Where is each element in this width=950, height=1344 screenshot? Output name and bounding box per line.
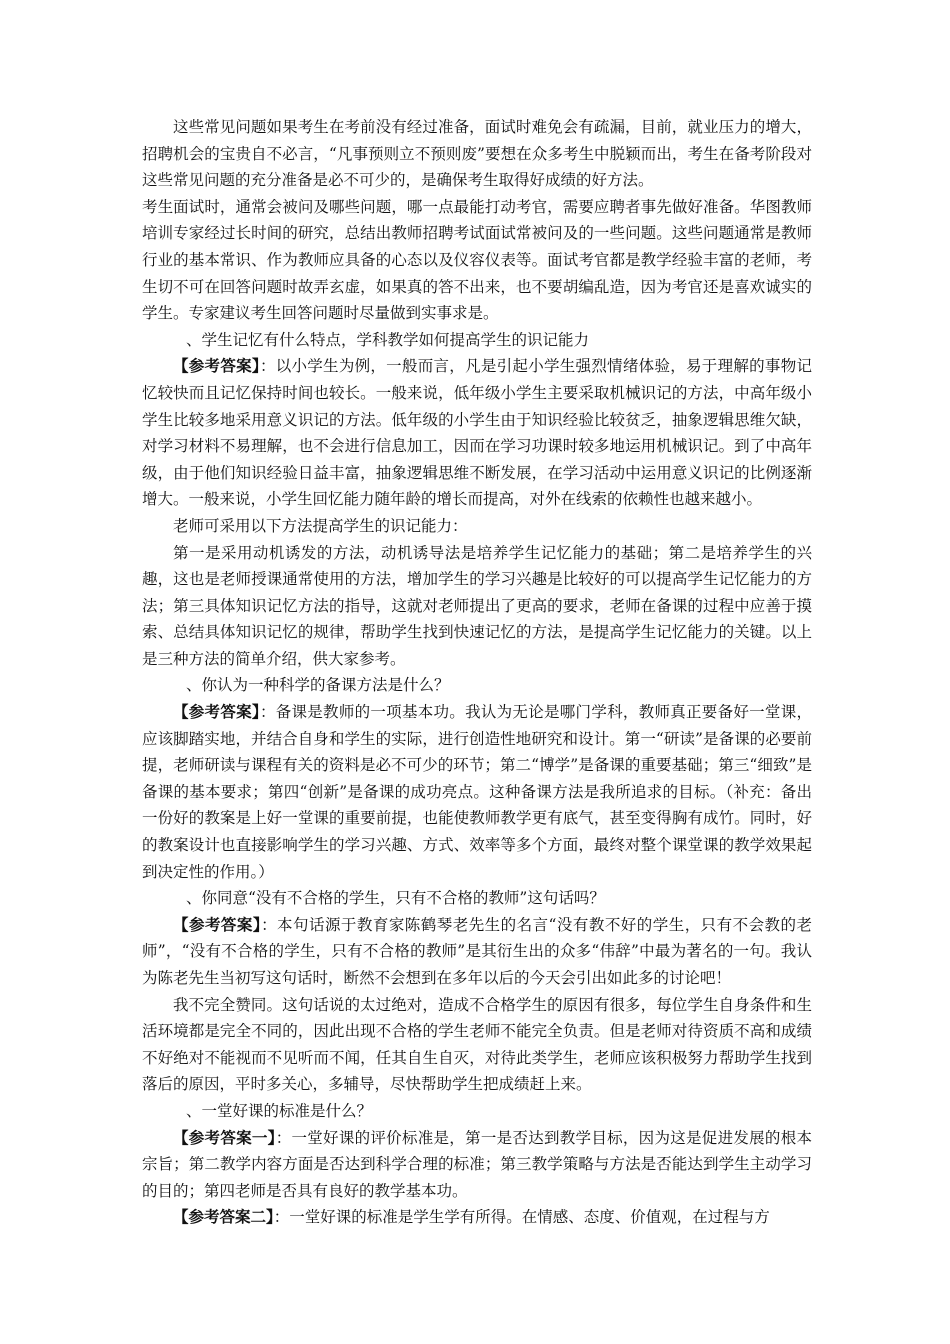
document-body bbox=[142, 114, 812, 1231]
question-3: 、你同意“没有不合格的学生，只有不合格的教师”这句话吗？ bbox=[186, 889, 605, 908]
answer-2 bbox=[142, 699, 812, 885]
answer-text: ：本句话源于教育家陈鹤琴老先生的名言“没有教不好的学生，只有不会教的老师”，“没有不合格的学生，只有不合格的教师”是其衍生出的众多“伟辞”中最为著名的一句。我认为陈老先生当初写这句话时，断然不会想到在多年以后的今天会引出如此多的讨论吧！ bbox=[142, 915, 812, 987]
answer-label: 【参考答案】 bbox=[173, 914, 262, 934]
answer-4-option-2 bbox=[142, 1204, 812, 1231]
answer-text: ：以小学生为例，一般而言，凡是引起小学生强烈情绪体验，易于理解的事物记忆较快而且记忆保持时间也较长。一般来说，低年级小学生主要采取机械识记的方法，中高年级小学生比较多地采用意义识记的方法。低年级的小学生由于知识经验比较贫乏，抽象逻辑思维欠缺，对学习材料不易理解，也不会进行信息加工，因而在学习功课时较多地运用机械识记。到了中高年级，由于他们知识经验日益丰富，抽象逻辑思维不断发展，在学习活动中运用意义识记的比例逐渐增大。一般来说，小学生回忆能力随年龄的增长而提高，对外在线索的依赖性也越来越小。 bbox=[142, 357, 812, 509]
answer-1-paragraph-3: 第一是采用动机诱发的方法，动机诱导法是培养学生记忆能力的基础；第二是培养学生的兴趣，这也是老师授课通常使用的方法，增加学生的学习兴趣是比较好的可以提高学生记忆能力的方法；第三具体知识记忆方法的指导，这就对老师提出了更高的要求，老师在备课的过程中应善于摸索、总结具体知识记忆的规律，帮助学生找到快速记忆的方法，是提高学生记忆能力的关键。以上是三种方法的简单介绍，供大家参考。 bbox=[142, 543, 812, 668]
intro-paragraph-2: 考生面试时，通常会被问及哪些问题，哪一点最能打动考官，需要应聘者事先做好准备。华图教师培训专家经过长时间的研究，总结出教师招聘考试面试常被问及的一些问题。这些问题通常是教师行业的基本常识、作为教师应具备的心态以及仪容仪表等。面试考官都是教学经验丰富的老师，考生切不可在回答问题时故弄玄虚，如果真的答不出来，也不要胡编乱造，因为考官还是喜欢诚实的学生。专家建议考生回答问题时尽量做到实事求是。 bbox=[142, 197, 812, 323]
question-4: 、一堂好课的标准是什么？ bbox=[186, 1101, 373, 1120]
answer-1-paragraph-2: 老师可采用以下方法提高学生的识记能力： bbox=[173, 516, 468, 535]
answer-label: 【参考答案】 bbox=[173, 702, 260, 722]
answer-text: ：一堂好课的标准是学生学有所得。在情感、态度、价值观，在过程与方 bbox=[273, 1208, 770, 1227]
answer-text: ：一堂好课的评价标准是，第一是否达到教学目标，因为这是促进发展的根本宗旨；第二教学内容方面是否达到科学合理的标准；第三教学策略与方法是否能达到学生主动学习的目的；第四老师是否具有良好的教学基本功。 bbox=[142, 1128, 812, 1200]
answer-label: 【参考答案】 bbox=[173, 356, 260, 376]
answer-text: ：备课是教师的一项基本功。我认为无论是哪门学科，教师真正要备好一堂课，应该脚踏实地，并结合自身和学生的实际，进行创造性地研究和设计。第一“研读”是备课的必要前提，老师研读与课程有关的资料是必不可少的环节；第二“博学”是备课的重要基础；第三“细致”是备课的基本要求；第四“创新”是备课的成功亮点。这种备课方法是我所追求的目标。（补充：备出一份好的教案是上好一堂课的重要前提，也能使教师教学更有底气，甚至变得胸有成竹。同时，好的教案设计也直接影响学生的学习兴趣、方式、效率等多个方面，最终对整个课堂课的教学效果起到决定性的作用。） bbox=[142, 703, 812, 881]
question-2: 、你认为一种科学的备课方法是什么？ bbox=[186, 676, 450, 695]
answer-4-option-1 bbox=[142, 1125, 812, 1205]
answer-3 bbox=[142, 912, 812, 992]
answer-3-paragraph-2: 我不完全赞同。这句话说的太过绝对，造成不合格学生的原因有很多，每位学生自身条件和生活环境都是完全不同的，因此出现不合格的学生老师不能完全负责。但是老师对待资质不高和成绩不好绝对不能视而不见听而不闻，任其自生自灭，对待此类学生，老师应该积极努力帮助学生找到落后的原因，平时多关心，多辅导，尽快帮助学生把成绩赶上来。 bbox=[142, 995, 812, 1094]
answer-label: 【参考答案一】 bbox=[173, 1127, 276, 1147]
answer-label: 【参考答案二】 bbox=[173, 1207, 274, 1227]
answer-1 bbox=[142, 353, 812, 513]
question-1: 、学生记忆有什么特点，学科教学如何提高学生的识记能力 bbox=[186, 330, 590, 349]
intro-paragraph-1: 这些常见问题如果考生在考前没有经过准备，面试时难免会有疏漏，目前，就业压力的增大，招聘机会的宝贵自不必言，“凡事预则立不预则废”要想在众多考生中脱颖而出，考生在备考阶段对这些常见问题的充分准备是必不可少的，是确保考生取得好成绩的好方法。 bbox=[142, 118, 812, 190]
